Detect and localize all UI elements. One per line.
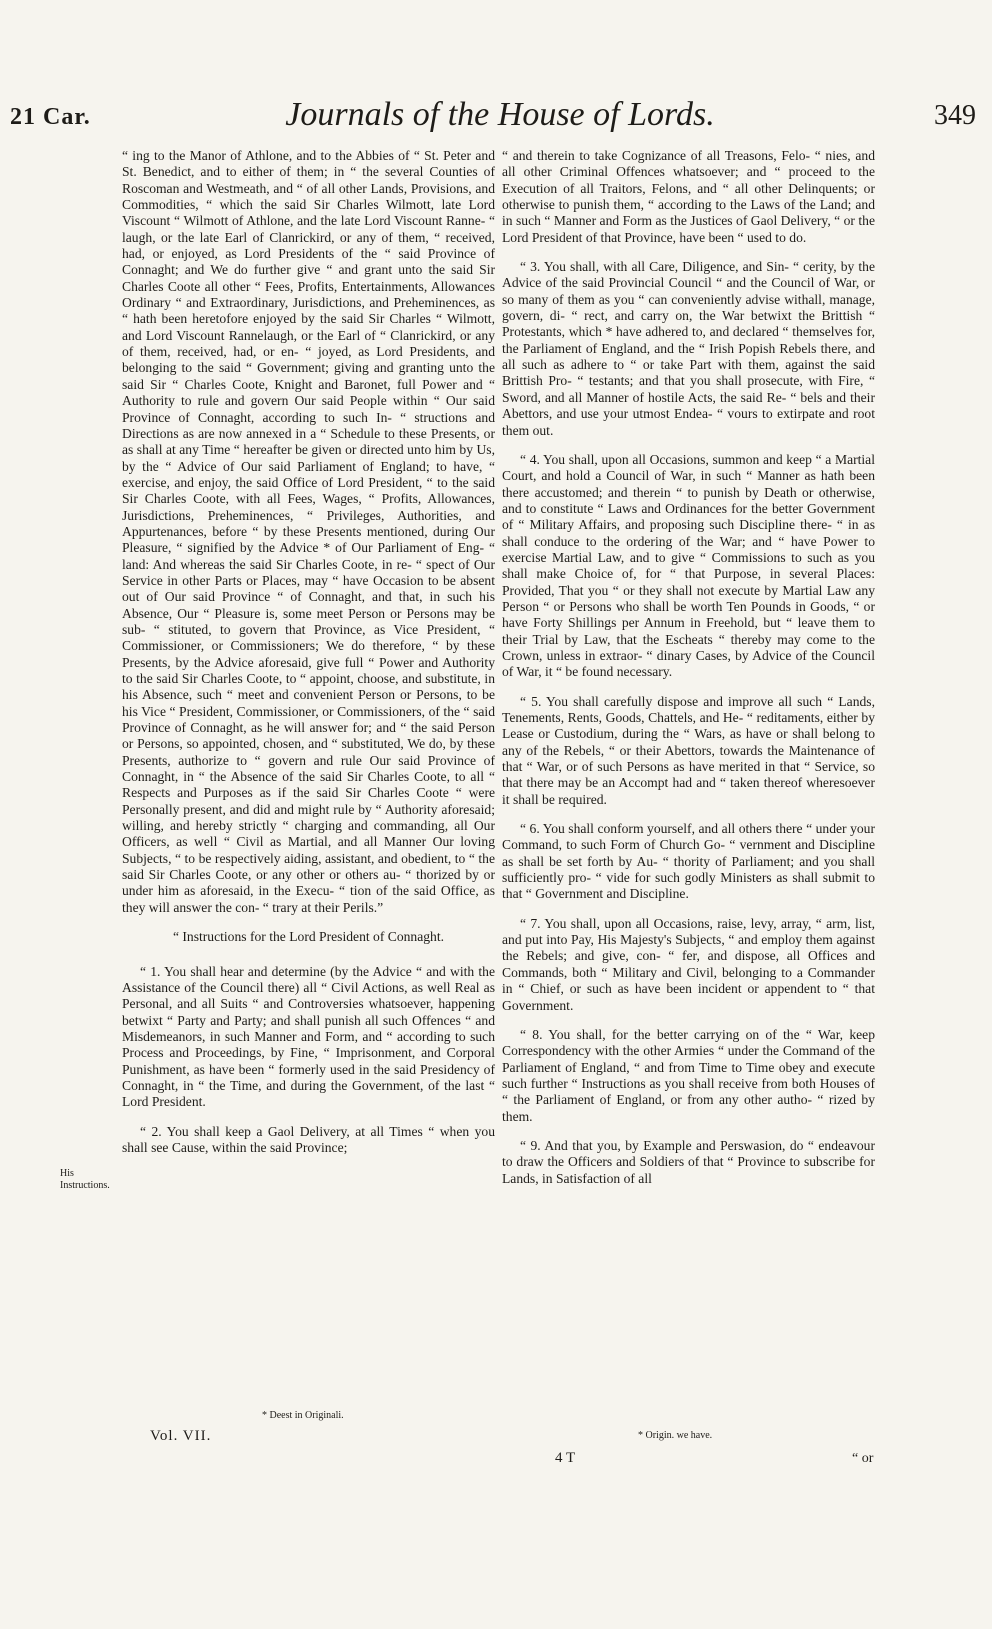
journal-title: Journals of the House of Lords. <box>285 96 715 133</box>
instruction-3: “ 3. You shall, with all Care, Diligence, and Sin- “ cerity, by the Advice of the said Provincial Council “ and the Council of War, or so many of them as you “ can conveniently advise withall, manage, govern, di- “ rect, and carry on, the War betwixt the Brittish “ Protestants, which * have adhered to, and declared “ themselves for, the Parliament of England, and the “ Irish Popish Rebels there, and all such as adhere to “ or take Part with them, against the said Brittish Pro- “ testants; and that you shall prosecute, with Fire, “ Sword, and all Manner of hostile Acts, the said Re- “ bels and their Abettors, and use your utmost Endea- “ vours to extirpate and root them out. <box>502 259 875 438</box>
left-column <box>122 148 495 1169</box>
page-header <box>0 96 992 140</box>
instruction-1: “ 1. You shall hear and determine (by the Advice “ and with the Assistance of the Council there) all “ Civil Actions, as well Real as Personal, and all Suits “ and Controversies whatsoever, happening betwixt “ Party and Party; and shall punish all such Offences “ and Misdemeanors, in such Manner and Form, and “ according to such Process and Proceedings, by Fine, “ Imprisonment, and Corporal Punishment, as have been “ formerly used in the said Presidency of Connaght, in “ the Time, and during the Government, of the last “ Lord President. <box>122 963 495 1110</box>
instruction-7: “ 7. You shall, upon all Occasions, raise, levy, array, “ arm, list, and put into Pay, His Majesty's Subjects, “ and employ them against the Rebels; and give, con- “ fer, and dispose, all Offices and Commands, both “ Military and Civil, belonging to a Commander in “ Chief, or such as have been incident or appendent to “ that Government. <box>502 915 875 1013</box>
footnote-right: * Origin. we have. <box>638 1430 713 1441</box>
instruction-9: “ 9. And that you, by Example and Perswasion, do “ endeavour to draw the Officers and Soldiers of that “ Province to subscribe for Lands, in Satisfaction of all <box>502 1137 875 1186</box>
instruction-8: “ 8. You shall, for the better carrying on of the “ War, keep Correspondency with the other Armies “ under the Command of the Parliament of England, “ and from Time to Time obey and execute such further “ Instructions as you shall receive from both Houses of “ the Parliament of England, or from any other autho- “ rized by them. <box>502 1026 875 1124</box>
regnal-year: 21 Car. <box>10 104 91 130</box>
instruction-2: “ 2. You shall keep a Gaol Delivery, at all Times “ when you shall see Cause, within the said Province; <box>122 1123 495 1155</box>
page-number: 349 <box>934 100 976 131</box>
instruction-2-continuation: “ and therein to take Cognizance of all Treasons, Felo- “ nies, and all other Criminal Offences whatsoever; and “ proceed to the Execution of all Traitors, Felons, and “ all other Delinquents; or otherwise to punish them, “ according to the Laws of the Land; and in such “ Manner and Form as the Justices of Gaol Delivery, “ or the Lord President of that Province, have been “ used to do. <box>502 148 875 245</box>
instruction-4: “ 4. You shall, upon all Occasions, summon and keep “ a Martial Court, and hold a Council of War, in such “ Manner as hath been there accustomed; and therein “ to punish by Death or otherwise, and to constitute “ Laws and Ordinances for the better Government of “ Military Affairs, and proposing such Discipline there- “ in as shall conduce to the ordering of the War; and “ have Power to exercise Martial Law, and to give “ Commissions to such as you shall make Choice of, for “ that Purpose, in several Places: Provided, That you “ or they shall not execute by Martial Law any Person “ or Persons who shall be worth Ten Pounds in Goods, “ or have Forty Shillings per Annum in Freehold, but “ leave them to their Trial by Law, that the Escheats “ thereby may come to the Crown, unless in extraor- “ dinary Cases, by Advice of the Council of War, it “ be found necessary. <box>502 451 875 680</box>
catchword: “ or <box>852 1451 874 1466</box>
instruction-5: “ 5. You shall carefully dispose and improve all such “ Lands, Tenements, Rents, Goods, Chattels, and He- “ reditaments, either by Lease or Custodium, during the “ Wars, as have or shall belong to any of the Rebels, “ or their Abettors, towards the Maintenance of that “ War, or of such Persons as have merited in that “ Service, so that there may be an Accompt had and “ taken thereof wheresoever it shall be required. <box>502 693 875 807</box>
signature-mark: 4 T <box>555 1450 576 1466</box>
instructions-heading: “ Instructions for the Lord President of Connaght. <box>172 929 445 945</box>
volume-label: Vol. VII. <box>150 1428 212 1444</box>
commission-continuation: “ ing to the Manor of Athlone, and to the Abbies of “ St. Peter and St. Benedict, and to either of them; in “ the several Counties of Roscoman and Westmeath, and “ of all other Lands, Provisions, and Commodities, “ which the said Sir Charles Wilmott, late Lord Viscount “ Wilmott of Athlone, and the late Lord Viscount Ranne- “ laugh, or the late Earl of Clanrickird, or any of them, “ received, had, or enjoyed, as Lord Presidents of the “ said Province of Connaght; and We do further give “ and grant unto the said Sir Charles Coote all other “ Fees, Profits, Entertainments, Allowances Ordinary “ and Extraordinary, Jurisdictions, and Preheminences, as “ hath been heretofore enjoyed by the said Sir Charles “ Wilmott, and Lord Viscount Rannelaugh, or the Earl of “ Clanrickird, or any of them, received, had, or en- “ joyed, as Lord Presidents, and belonging to the said “ Government; giving and granting unto the said Sir “ Charles Coote, Knight and Baronet, full Power and “ Authority to rule and govern Our said People within “ Our said Province of Connaght, according to such In- “ structions and Directions as are now annexed in a “ Schedule to these Presents, or as shall at any Time “ hereafter be given or directed unto him by Us, by the “ Advice of Our said Parliament of England; to have, “ exercise, and enjoy, the said Office of Lord President, “ to the said Sir Charles Coote, with all Fees, Wages, “ Profits, Allowances, Jurisdictions, Preheminences, “ Privileges, Authorities, and Appurtenances, before “ by these Presents mentioned, during Our Pleasure, “ signified by the Advice * of Our Parliament of Eng- “ land: And whereas the said Sir Charles Coote, in re- “ spect of Our Service in other Parts or Places, may “ have Occasion to be absent out of Our said Province “ of Connaght, and that, in such his Absence, Our “ Pleasure is, some meet Person or Persons may be sub- “ stituted, to govern that Province, as Vice President, “ Commissioner, or Commissioners; We do therefore, “ by these Presents, by the Advice aforesaid, give full “ Power and Authority to the said Sir Charles Coote, to “ appoint, choose, and substitute, in his Absence, such “ meet and convenient Person or Persons, to be his Vice “ President, Commissioner, or Commissioners, of the “ said Province of Connaght, as he will answer for; and “ the said Person or Persons, so appointed, chosen, and “ substituted, We do, by these Presents, authorize to “ govern and rule Our said Province of Connaght, in “ the Absence of the said Sir Charles Coote, to all “ Respects and Purposes as if the said Sir Charles Coote “ were Personally present, and did and might rule by “ Authority aforesaid; willing, and hereby strictly “ charging and commanding, all Our Officers, as well “ Civil as Martial, and all Manner Our loving Subjects, “ to be respectively aiding, assistant, and obedient, to “ the said Sir Charles Coote, or any other or others au- “ thorized by or under him as aforesaid, in the Execu- “ tion of the said Office, as they will answer the con- “ trary at their Perils.” <box>122 148 495 915</box>
footnote-left: * Deest in Originali. <box>262 1410 344 1421</box>
right-column <box>502 148 875 1200</box>
instruction-6: “ 6. You shall conform yourself, and all others there “ under your Command, to such Form of Church Go- “ vernment and Discipline as shall be set forth by Au- “ thority of Parliament; and you shall sufficiently pro- “ vide for such godly Ministers as shall submit to that “ Government and Discipline. <box>502 821 875 902</box>
margin-note: His Instructions. <box>60 1168 110 1191</box>
